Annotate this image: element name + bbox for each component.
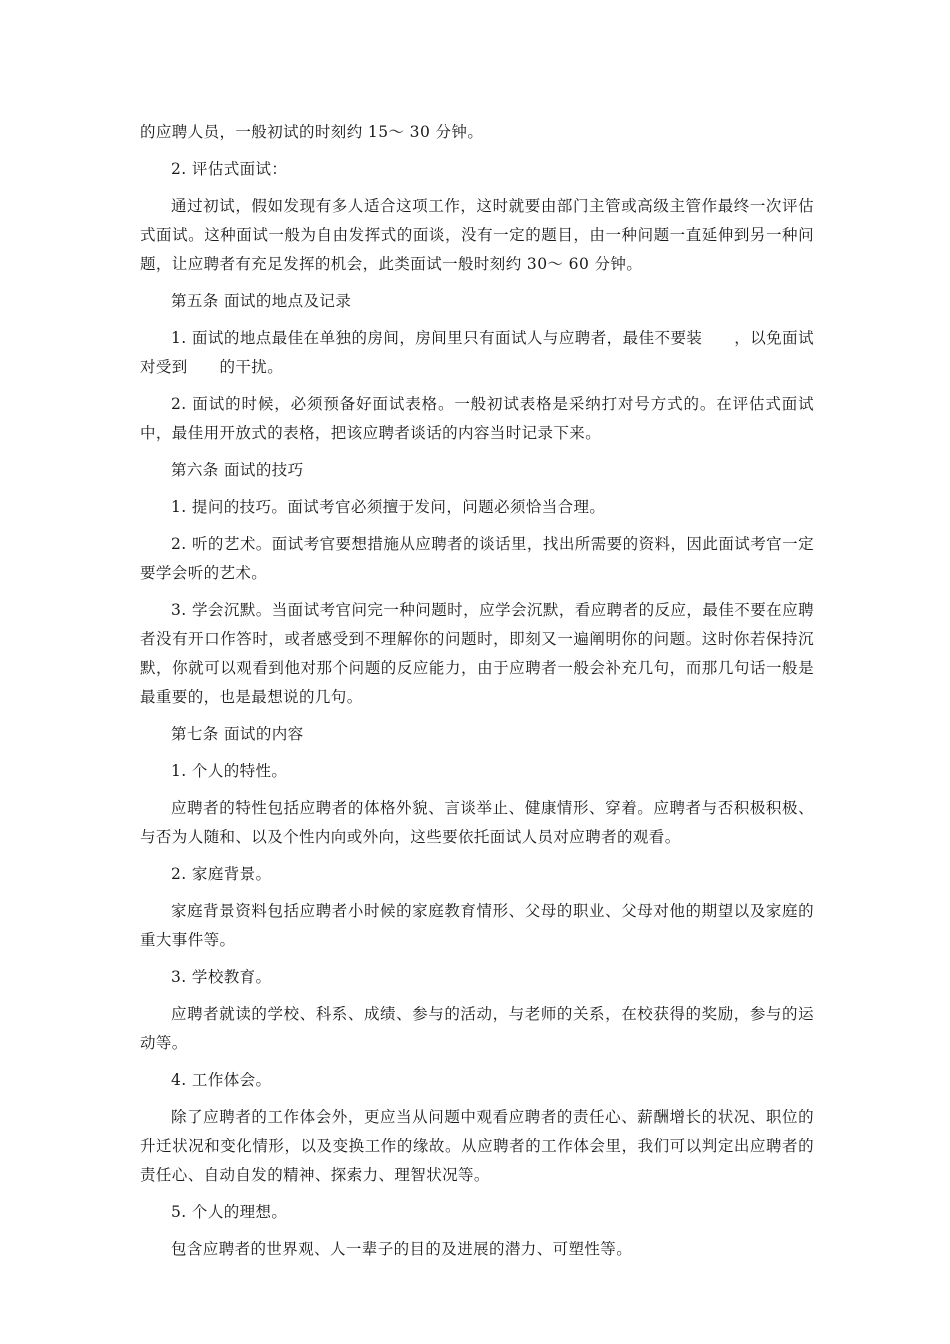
list-item-listening-art: 2. 听的艺术。面试考官要想措施从应聘者的谈话里，找出所需要的资料，因此面试考官一定要学会听的艺术。 [140,535,814,582]
list-item-family-background: 2. 家庭背景。 [171,865,272,883]
list-item-questioning-skill: 1. 提问的技巧。面试考官必须擅于发问，问题必须恰当合理。 [171,498,606,516]
list-item-interview-location: 1. 面试的地点最佳在单独的房间，房间里只有面试人与应聘者，最佳不要装 ，以免面试对受到 的干扰。 [140,329,814,376]
document-page [140,118,814,1272]
section-heading-article-6: 第六条 面试的技巧 [171,461,304,479]
paragraph-family-background: 家庭背景资料包括应聘者小时候的家庭教育情形、父母的职业、父母对他的期望以及家庭的重大事件等。 [140,902,814,949]
list-item-personal-ideals: 5. 个人的理想。 [171,1203,288,1221]
list-item-interview-form: 2. 面试的时候，必须预备好面试表格。一般初试表格是采纳打对号方式的。在评估式面试中，最佳用开放式的表格，把该应聘者谈话的内容当时记录下来。 [140,395,814,442]
list-item-work-experience: 4. 工作体会。 [171,1071,272,1089]
paragraph-school-education: 应聘者就读的学校、科系、成绩、参与的活动，与老师的关系，在校获得的奖励，参与的运动等。 [140,1005,814,1052]
list-item-learn-silence: 3. 学会沉默。当面试考官问完一种问题时，应学会沉默，看应聘者的反应，最佳不要在应聘者没有开口作答时，或者感受到不理解你的问题时，即刻又一遍阐明你的问题。这时你若保持沉默，你就可以观看到他对那个问题的反应能力，由于应聘者一般会补充几句，而那几句话一般是最重要的，也是最想说的几句。 [140,601,814,706]
paragraph-personal-ideals: 包含应聘者的世界观、人一辈子的目的及进展的潜力、可塑性等。 [171,1240,633,1258]
list-item-evaluation-interview: 2. 评估式面试： [171,160,288,178]
paragraph-evaluation-description: 通过初试，假如发现有多人适合这项工作，这时就要由部门主管或高级主管作最终一次评估式面试。这种面试一般为自由发挥式的面谈，没有一定的题目，由一种问题一直延伸到另一种问题，让应聘者有充足发挥的机会，此类面试一般时刻约 30～ 60 分钟。 [140,197,814,273]
section-heading-article-7: 第七条 面试的内容 [171,725,304,743]
section-heading-article-5: 第五条 面试的地点及记录 [171,292,352,310]
paragraph-personal-traits: 应聘者的特性包括应聘者的体格外貌、言谈举止、健康情形、穿着。应聘者与否积极积极、与否为人随和、以及个性内向或外向，这些要依托面试人员对应聘者的观看。 [140,799,814,846]
list-item-personal-traits: 1. 个人的特性。 [171,762,288,780]
paragraph-work-experience: 除了应聘者的工作体会外，更应当从问题中观看应聘者的责任心、薪酬增长的状况、职位的升迁状况和变化情形，以及变换工作的缘故。从应聘者的工作体会里，我们可以判定出应聘者的责任心、自动自发的精神、探索力、理智状况等。 [140,1108,814,1184]
paragraph-continuation: 的应聘人员，一般初试的时刻约 15～ 30 分钟。 [140,123,484,141]
list-item-school-education: 3. 学校教育。 [171,968,272,986]
